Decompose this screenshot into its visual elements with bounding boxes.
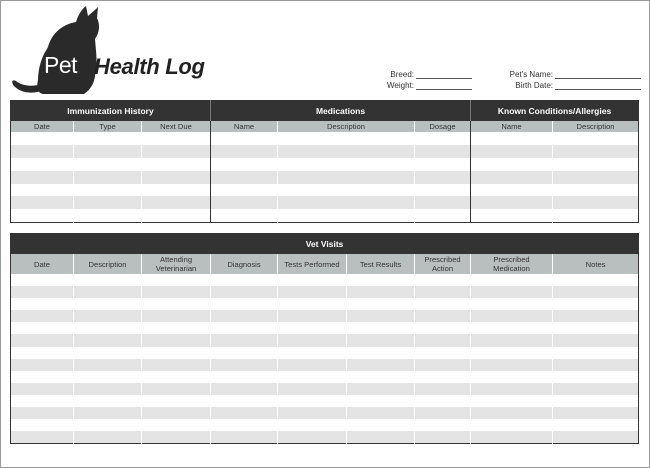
table-cell[interactable] [471, 431, 553, 444]
table-cell[interactable] [415, 298, 471, 310]
table-cell[interactable] [471, 209, 553, 222]
table-cell[interactable] [471, 145, 553, 158]
table-cell[interactable] [347, 286, 415, 298]
table-cell[interactable] [278, 132, 415, 145]
table-cell[interactable] [211, 419, 278, 431]
table-cell[interactable] [142, 209, 211, 222]
table-cell[interactable] [11, 395, 74, 407]
table-cell[interactable] [553, 347, 639, 359]
table-cell[interactable] [471, 158, 553, 171]
table-cell[interactable] [211, 334, 278, 346]
table-cell[interactable] [471, 322, 553, 334]
table-cell[interactable] [415, 359, 471, 371]
table-cell[interactable] [142, 196, 211, 209]
table-cell[interactable] [278, 395, 347, 407]
table-cell[interactable] [347, 334, 415, 346]
cat-silhouette-icon [8, 2, 218, 98]
table-row [11, 171, 639, 184]
table-cell[interactable] [74, 347, 142, 359]
vet-visits-body [11, 274, 639, 444]
col-header: Notes [553, 254, 639, 274]
table-cell[interactable] [347, 359, 415, 371]
table-cell[interactable] [211, 431, 278, 444]
table-cell[interactable] [553, 274, 639, 286]
table-row [11, 347, 639, 359]
table-cell[interactable] [278, 419, 347, 431]
table-cell[interactable] [278, 184, 415, 197]
vet-visits-column-headers [11, 254, 639, 274]
table-cell[interactable] [278, 145, 415, 158]
table-cell[interactable] [74, 371, 142, 383]
table-row [11, 383, 639, 395]
table-cell[interactable] [415, 371, 471, 383]
breed-line[interactable] [416, 69, 472, 79]
table-cell[interactable] [211, 209, 278, 222]
table-row [11, 184, 639, 197]
weight-line[interactable] [416, 80, 472, 90]
table-cell[interactable] [278, 196, 415, 209]
table-cell[interactable] [74, 145, 142, 158]
table-cell[interactable] [278, 407, 347, 419]
table-cell[interactable] [74, 286, 142, 298]
table-row [11, 196, 639, 209]
table-cell[interactable] [211, 298, 278, 310]
table-cell[interactable] [11, 322, 74, 334]
table-cell[interactable] [11, 419, 74, 431]
vet-visits-header: Vet Visits [11, 234, 639, 255]
table-cell[interactable] [471, 196, 553, 209]
table-cell[interactable] [471, 371, 553, 383]
col-header: Description [74, 254, 142, 274]
table-cell[interactable] [211, 196, 278, 209]
table-row [11, 298, 639, 310]
table-cell[interactable] [211, 395, 278, 407]
birth-date-label: Birth Date: [515, 81, 553, 90]
table-cell[interactable] [211, 132, 278, 145]
table-cell[interactable] [415, 158, 471, 171]
table-row [11, 286, 639, 298]
table-cell[interactable] [278, 171, 415, 184]
table-cell[interactable] [142, 322, 211, 334]
table-cell[interactable] [415, 334, 471, 346]
table-cell[interactable] [278, 371, 347, 383]
table-cell[interactable] [74, 196, 142, 209]
table-cell[interactable] [347, 431, 415, 444]
table-cell[interactable] [415, 209, 471, 222]
table-cell[interactable] [553, 359, 639, 371]
table-cell[interactable] [74, 383, 142, 395]
table-cell[interactable] [415, 184, 471, 197]
table-cell[interactable] [142, 171, 211, 184]
table-row [11, 431, 639, 444]
table-cell[interactable] [278, 310, 347, 322]
table-cell[interactable] [471, 310, 553, 322]
table-cell[interactable] [278, 334, 347, 346]
table-cell[interactable] [471, 347, 553, 359]
table-cell[interactable] [74, 322, 142, 334]
table-cell[interactable] [142, 347, 211, 359]
known-conditions-header: Known Conditions/Allergies [471, 101, 639, 122]
table-row [11, 395, 639, 407]
table-cell[interactable] [11, 431, 74, 444]
table-cell[interactable] [278, 359, 347, 371]
table-cell[interactable] [11, 209, 74, 222]
table-cell[interactable] [211, 274, 278, 286]
logo-title-text: Health Log [94, 54, 205, 79]
table-cell[interactable] [11, 334, 74, 346]
table-cell[interactable] [142, 371, 211, 383]
table-cell[interactable] [11, 371, 74, 383]
table-cell[interactable] [471, 274, 553, 286]
table-cell[interactable] [553, 310, 639, 322]
col-header: Description [278, 121, 415, 132]
table-row [11, 145, 639, 158]
table-cell[interactable] [415, 395, 471, 407]
top-table-body [11, 132, 639, 223]
table-cell[interactable] [211, 145, 278, 158]
table-cell[interactable] [278, 158, 415, 171]
table-cell[interactable] [553, 334, 639, 346]
col-header: Test Results [347, 254, 415, 274]
table-cell[interactable] [471, 171, 553, 184]
table-cell[interactable] [278, 322, 347, 334]
top-log-table [10, 100, 639, 223]
table-cell[interactable] [471, 419, 553, 431]
table-cell[interactable] [142, 274, 211, 286]
table-cell[interactable] [142, 298, 211, 310]
pets-name-line[interactable] [555, 69, 641, 79]
table-cell[interactable] [211, 184, 278, 197]
table-cell[interactable] [553, 322, 639, 334]
table-cell[interactable] [347, 371, 415, 383]
table-cell[interactable] [471, 359, 553, 371]
table-cell[interactable] [211, 359, 278, 371]
table-cell[interactable] [74, 171, 142, 184]
col-header: Type [74, 121, 142, 132]
table-row [11, 132, 639, 145]
immunization-history-header: Immunization History [11, 101, 211, 122]
pets-name-label: Pet's Name: [509, 70, 553, 79]
table-cell[interactable] [471, 395, 553, 407]
pet-health-log-logo [8, 2, 218, 98]
table-cell[interactable] [347, 274, 415, 286]
table-cell[interactable] [74, 310, 142, 322]
col-header: Tests Performed [278, 254, 347, 274]
table-cell[interactable] [278, 286, 347, 298]
table-cell[interactable] [11, 171, 74, 184]
table-cell[interactable] [11, 310, 74, 322]
table-cell[interactable] [142, 395, 211, 407]
table-cell[interactable] [553, 395, 639, 407]
weight-label: Weight: [387, 81, 414, 90]
col-header: Attending Veterinarian [142, 254, 211, 274]
table-cell[interactable] [553, 184, 639, 197]
table-cell[interactable] [74, 395, 142, 407]
col-header: Next Due [142, 121, 211, 132]
table-cell[interactable] [211, 383, 278, 395]
table-row [11, 334, 639, 346]
table-cell[interactable] [471, 184, 553, 197]
table-cell[interactable] [74, 359, 142, 371]
table-cell[interactable] [347, 347, 415, 359]
table-row [11, 322, 639, 334]
col-header: Description [553, 121, 639, 132]
table-cell[interactable] [471, 298, 553, 310]
table-cell[interactable] [415, 171, 471, 184]
table-cell[interactable] [11, 196, 74, 209]
table-cell[interactable] [553, 132, 639, 145]
table-cell[interactable] [415, 419, 471, 431]
col-header: Name [471, 121, 553, 132]
table-cell[interactable] [471, 132, 553, 145]
table-cell[interactable] [211, 171, 278, 184]
table-cell[interactable] [553, 383, 639, 395]
table-cell[interactable] [11, 132, 74, 145]
table-cell[interactable] [74, 419, 142, 431]
table-cell[interactable] [347, 395, 415, 407]
table-cell[interactable] [142, 286, 211, 298]
table-cell[interactable] [142, 145, 211, 158]
table-cell[interactable] [553, 209, 639, 222]
table-cell[interactable] [142, 419, 211, 431]
table-cell[interactable] [415, 347, 471, 359]
table-cell[interactable] [471, 286, 553, 298]
table-cell[interactable] [74, 274, 142, 286]
table-cell[interactable] [278, 431, 347, 444]
logo-pet-text: Pet [44, 52, 78, 78]
table-cell[interactable] [11, 274, 74, 286]
table-row [11, 274, 639, 286]
table-cell[interactable] [74, 209, 142, 222]
table-cell[interactable] [142, 132, 211, 145]
table-row [11, 158, 639, 171]
table-cell[interactable] [278, 383, 347, 395]
col-header: Date [11, 121, 74, 132]
medications-header: Medications [211, 101, 471, 122]
col-header: Date [11, 254, 74, 274]
table-cell[interactable] [553, 371, 639, 383]
table-cell[interactable] [74, 184, 142, 197]
table-cell[interactable] [553, 286, 639, 298]
table-cell[interactable] [278, 209, 415, 222]
weight-field[interactable] [372, 80, 472, 90]
table-cell[interactable] [142, 407, 211, 419]
table-cell[interactable] [142, 359, 211, 371]
table-cell[interactable] [74, 158, 142, 171]
table-cell[interactable] [415, 310, 471, 322]
table-cell[interactable] [74, 132, 142, 145]
table-row [11, 407, 639, 419]
table-cell[interactable] [415, 196, 471, 209]
table-cell[interactable] [415, 383, 471, 395]
table-cell[interactable] [415, 431, 471, 444]
table-cell[interactable] [553, 298, 639, 310]
table-cell[interactable] [347, 322, 415, 334]
table-cell[interactable] [211, 371, 278, 383]
table-cell[interactable] [553, 158, 639, 171]
table-cell[interactable] [11, 298, 74, 310]
breed-field[interactable] [372, 69, 472, 79]
table-cell[interactable] [74, 334, 142, 346]
col-header: Name [211, 121, 278, 132]
col-header: Prescribed Medication [471, 254, 553, 274]
table-row [11, 310, 639, 322]
table-cell[interactable] [553, 196, 639, 209]
table-cell[interactable] [142, 184, 211, 197]
table-cell[interactable] [471, 334, 553, 346]
table-cell[interactable] [347, 310, 415, 322]
table-cell[interactable] [278, 274, 347, 286]
table-cell[interactable] [211, 407, 278, 419]
birth-date-line[interactable] [555, 80, 641, 90]
table-cell[interactable] [211, 347, 278, 359]
table-cell[interactable] [74, 298, 142, 310]
table-cell[interactable] [415, 145, 471, 158]
table-cell[interactable] [553, 431, 639, 444]
table-row [11, 359, 639, 371]
table-cell[interactable] [415, 322, 471, 334]
table-cell[interactable] [471, 383, 553, 395]
table-cell[interactable] [11, 347, 74, 359]
table-cell[interactable] [553, 145, 639, 158]
table-cell[interactable] [553, 407, 639, 419]
pets-name-field[interactable] [500, 69, 641, 79]
table-cell[interactable] [11, 158, 74, 171]
table-cell[interactable] [142, 431, 211, 444]
col-header: Diagnosis [211, 254, 278, 274]
table-cell[interactable] [278, 298, 347, 310]
table-cell[interactable] [11, 145, 74, 158]
table-cell[interactable] [347, 383, 415, 395]
table-cell[interactable] [211, 158, 278, 171]
birth-date-field[interactable] [500, 80, 641, 90]
table-cell[interactable] [553, 419, 639, 431]
table-cell[interactable] [347, 298, 415, 310]
table-cell[interactable] [142, 383, 211, 395]
table-cell[interactable] [415, 286, 471, 298]
table-cell[interactable] [211, 322, 278, 334]
table-cell[interactable] [74, 407, 142, 419]
table-cell[interactable] [211, 286, 278, 298]
table-cell[interactable] [74, 431, 142, 444]
table-cell[interactable] [415, 274, 471, 286]
table-cell[interactable] [11, 286, 74, 298]
table-cell[interactable] [142, 334, 211, 346]
table-row [11, 209, 639, 222]
col-header: Dosage [415, 121, 471, 132]
table-row [11, 371, 639, 383]
table-cell[interactable] [11, 383, 74, 395]
table-cell[interactable] [11, 184, 74, 197]
table-cell[interactable] [471, 407, 553, 419]
table-cell[interactable] [11, 407, 74, 419]
table-row [11, 419, 639, 431]
table-cell[interactable] [347, 407, 415, 419]
table-cell[interactable] [11, 359, 74, 371]
table-cell[interactable] [142, 158, 211, 171]
table-cell[interactable] [553, 171, 639, 184]
col-header: Prescribed Action [415, 254, 471, 274]
table-cell[interactable] [415, 132, 471, 145]
table-cell[interactable] [142, 310, 211, 322]
vet-visits-table [10, 233, 639, 444]
table-cell[interactable] [347, 419, 415, 431]
table-cell[interactable] [211, 310, 278, 322]
breed-label: Breed: [390, 70, 414, 79]
table-cell[interactable] [415, 407, 471, 419]
table-cell[interactable] [278, 347, 347, 359]
